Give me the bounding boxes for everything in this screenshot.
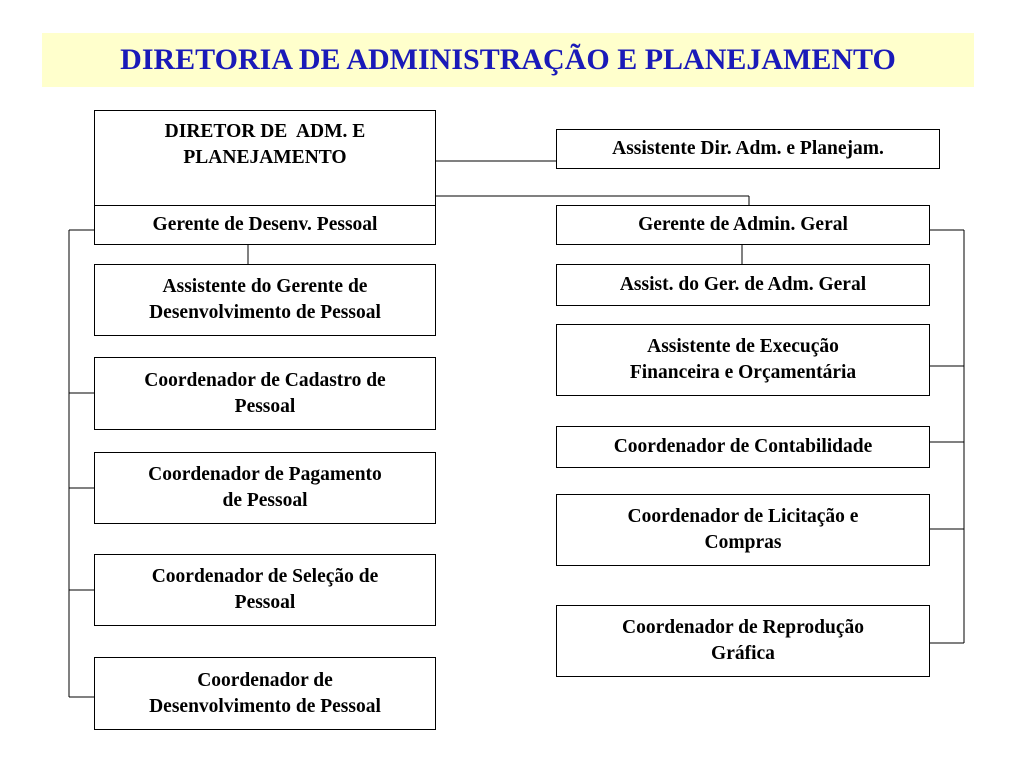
- assistant-director-label: Assistente Dir. Adm. e Planejam.: [612, 138, 884, 160]
- right-unit-1-line2: Financeira e Orçamentária: [629, 362, 857, 383]
- left-coordinator-box-4: [94, 657, 436, 730]
- page-title: DIRETORIA DE ADMINISTRAÇÃO E PLANEJAMENTO: [120, 43, 896, 76]
- right-unit-4-line2: Gráfica: [711, 643, 775, 664]
- right-assistant-box: [556, 264, 930, 306]
- director-title-line2: PLANEJAMENTO: [183, 146, 347, 168]
- right-unit-2-label: Coordenador de Contabilidade: [613, 436, 873, 458]
- left-coordinator-1-line1: Coordenador de Cadastro de: [144, 369, 386, 391]
- left-manager-box: [94, 205, 436, 245]
- right-unit-1-line1: Assistente de Execução: [647, 336, 839, 358]
- right-unit-4-line1: Coordenador de Reprodução: [622, 617, 864, 639]
- assistant-director-box: [556, 129, 940, 169]
- left-coordinator-box-2: [94, 452, 436, 524]
- right-unit-box-1: [556, 324, 930, 396]
- left-coordinator-2-line1: Coordenador de Pagamento: [148, 464, 382, 486]
- left-assistant-box: [94, 264, 436, 336]
- right-manager-label: Gerente de Admin. Geral: [638, 214, 848, 236]
- left-coordinator-1-line2: Pessoal: [234, 395, 296, 417]
- left-coordinator-4-line1: Coordenador de: [197, 669, 333, 691]
- right-unit-3-line2: Compras: [704, 532, 782, 553]
- right-unit-3-line1: Coordenador de Licitação e: [627, 506, 859, 528]
- left-assistant-line2: Desenvolvimento de Pessoal: [149, 302, 381, 323]
- director-box: [94, 110, 436, 213]
- left-manager-label: Gerente de Desenv. Pessoal: [152, 214, 378, 236]
- director-title-line1: DIRETOR DE ADM. E: [164, 121, 366, 142]
- right-unit-box-3: [556, 494, 930, 566]
- right-manager-box: [556, 205, 930, 245]
- right-unit-box-4: [556, 605, 930, 677]
- left-coordinator-4-line2: Desenvolvimento de Pessoal: [149, 695, 381, 717]
- left-coordinator-3-line2: Pessoal: [234, 592, 296, 613]
- right-assistant-label: Assist. do Ger. de Adm. Geral: [619, 274, 867, 296]
- left-coordinator-3-line1: Coordenador de Seleção de: [151, 566, 379, 588]
- left-coordinator-box-1: [94, 357, 436, 430]
- left-coordinator-box-3: [94, 554, 436, 626]
- right-unit-box-2: [556, 426, 930, 468]
- left-coordinator-2-line2: de Pessoal: [222, 490, 308, 511]
- left-assistant-line1: Assistente do Gerente de: [162, 276, 368, 298]
